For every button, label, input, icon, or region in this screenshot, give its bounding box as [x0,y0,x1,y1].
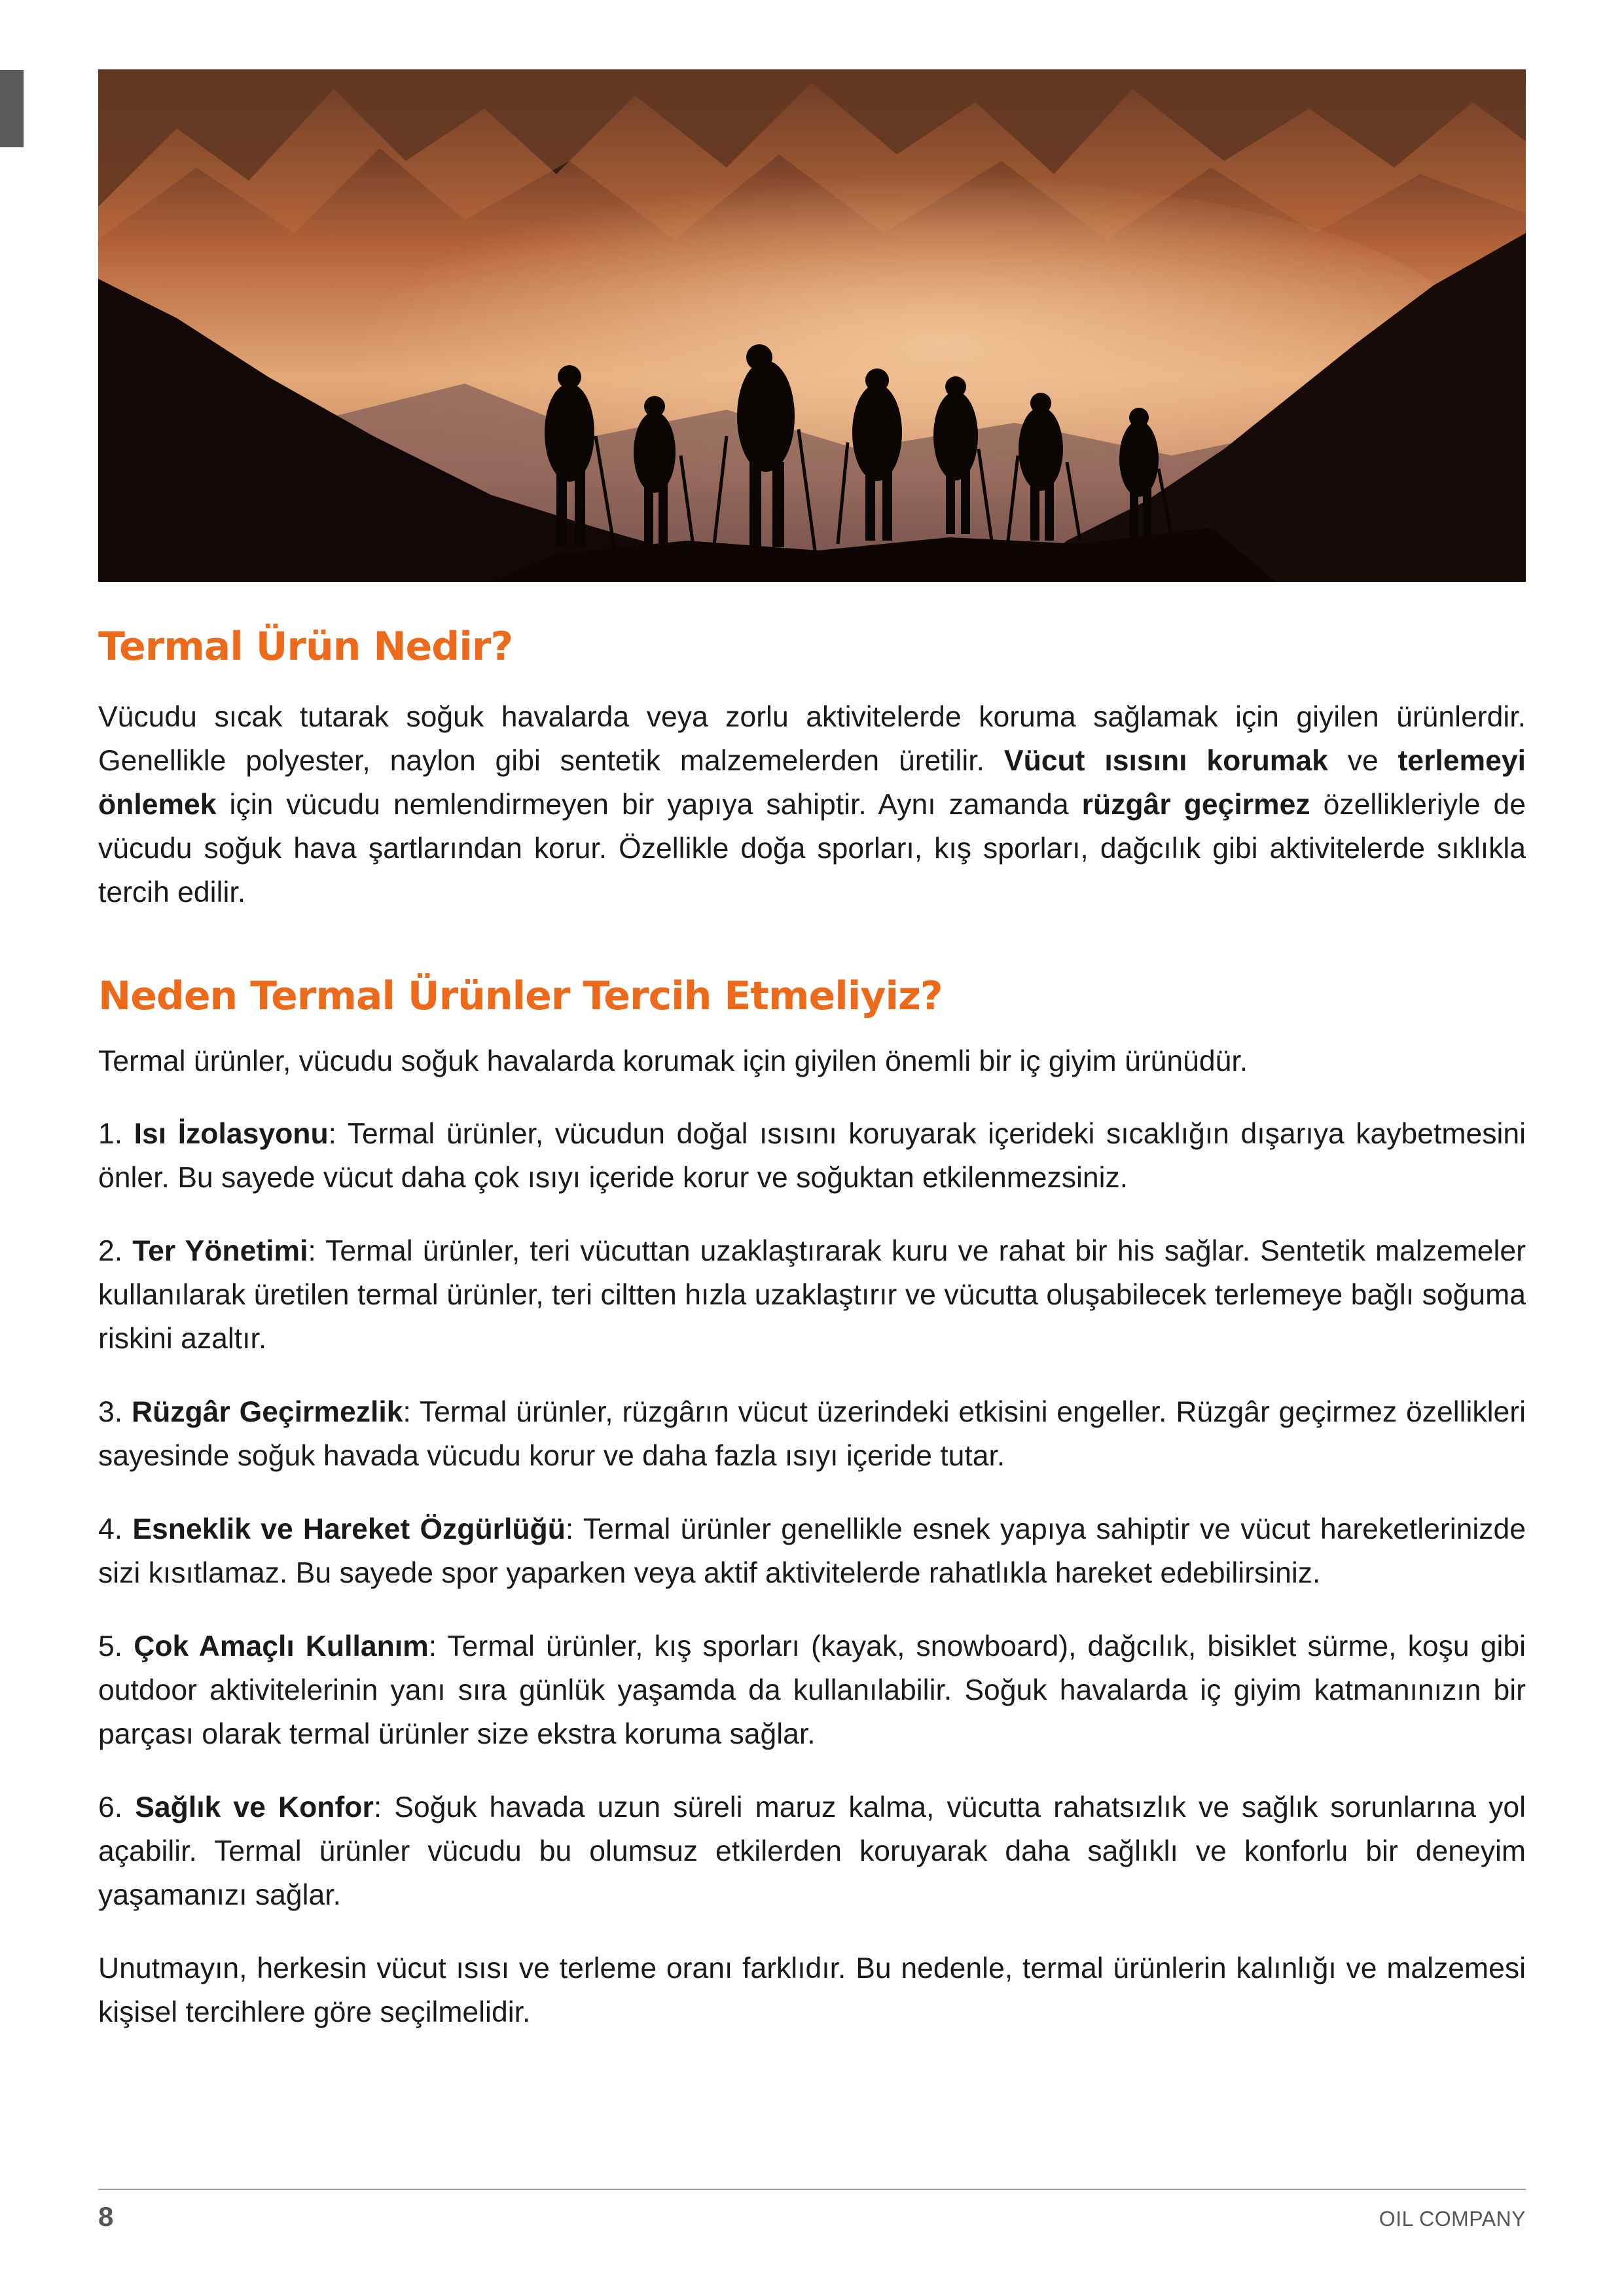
emphasis-text: Vücut ısısını korumak [1003,745,1328,777]
paragraph-text: için vücudu nemlendirmeyen bir yapıya sahiptir. Aynı zamanda [216,789,1082,821]
page-number: 8 [98,2201,114,2232]
emphasis-text: terlemeyi önlemek [98,745,1526,821]
list-item: 1. Isı İzolasyonu: Termal ürünler, vücudun doğal ısısını koruyarak içerideki sıcaklığın dışarıya kaybetmesini önler. Bu sayede vücut daha çok ısıyı içeride korur ve soğuktan etkilenmezsiniz. [98,1118,1526,1194]
section2-intro: Termal ürünler, vücudu soğuk havalarda korumak için giyilen önemli bir iç giyim ürünüdür. [98,1045,1248,1077]
section1-paragraph [98,695,1526,914]
footer-company-name: OIL COMPANY [1379,2207,1526,2231]
list-item: 3. Rüzgâr Geçirmezlik: Termal ürünler, rüzgârın vücut üzerindeki etkisini engeller. Rüzgâr geçirmez özellikleri sayesinde soğuk havada vücudu korur ve daha fazla ısıyı içeride tutar. [98,1396,1526,1472]
side-tab-marker [0,70,24,147]
benefit-label: Ter Yönetimi [132,1235,308,1267]
benefit-label: Isı İzolasyonu [134,1118,329,1150]
hero-image-mountain-hikers [98,69,1526,582]
benefit-label: Çok Amaçlı Kullanım [134,1630,429,1662]
paragraph-text: ve [1327,745,1398,777]
benefit-label: Rüzgâr Geçirmezlik [131,1396,403,1428]
section-title-why-thermal: Neden Termal Ürünler Tercih Etmeliyiz? [98,973,943,1019]
benefit-label: Esneklik ve Hareket Özgürlüğü [132,1513,566,1545]
closing-paragraph: Unutmayın, herkesin vücut ısısı ve terleme oranı farklıdır. Bu nedenle, termal ürünlerin kalınlığı ve malzemesi kişisel tercihlere göre seçilmelidir. [98,1952,1526,2028]
list-item: 5. Çok Amaçlı Kullanım: Termal ürünler, kış sporları (kayak, snowboard), dağcılık, bisiklet sürme, koşu gibi outdoor aktivitelerinin yanı sıra günlük yaşamda da kullanılabilir. Soğuk havalarda iç giyim katmanınızın bir parçası olarak termal ürünler size ekstra koruma sağlar. [98,1630,1526,1750]
footer-divider [98,2189,1526,2190]
main-content [98,620,1526,2034]
list-item: 2. Ter Yönetimi: Termal ürünler, teri vücuttan uzaklaştırarak kuru ve rahat bir his sağlar. Sentetik malzemeler kullanılarak üretilen termal ürünler, teri ciltten hızla uzaklaştırır ve vücutta oluşabilecek terlemeye bağlı soğuma riskini azaltır. [98,1235,1526,1355]
list-item: 4. Esneklik ve Hareket Özgürlüğü: Termal ürünler genellikle esnek yapıya sahiptir ve vücut hareketlerinizde sizi kısıtlamaz. Bu sayede spor yaparken veya aktif aktivitelerde rahatlıkla hareket edebilirsiniz. [98,1513,1526,1589]
emphasis-text: rüzgâr geçirmez [1081,789,1310,821]
paragraph-text: Vücudu sıcak tutarak soğuk havalarda veya zorlu aktivitelerde koruma sağlamak için giyilen ürünlerdir. Genellikle polyester, naylon gibi sentetik malzemelerden üretilir. [98,701,1526,777]
benefit-label: Sağlık ve Konfor [135,1791,374,1823]
list-item: 6. Sağlık ve Konfor: Soğuk havada uzun süreli maruz kalma, vücutta rahatsızlık ve sağlık sorunlarına yol açabilir. Termal ürünler vücudu bu olumsuz etkilerden koruyarak daha sağlıklı ve konforlu bir deneyim yaşamanızı sağlar. [98,1791,1526,1911]
paragraph-text: özellikleriyle de vücudu soğuk hava şartlarından korur. Özellikle doğa sporları, kış sporları, dağcılık gibi aktivitelerde sıklıkla tercih edilir. [98,789,1526,908]
section-title-thermal-product: Termal Ürün Nedir? [98,624,513,670]
benefit-list [98,1112,1526,1917]
